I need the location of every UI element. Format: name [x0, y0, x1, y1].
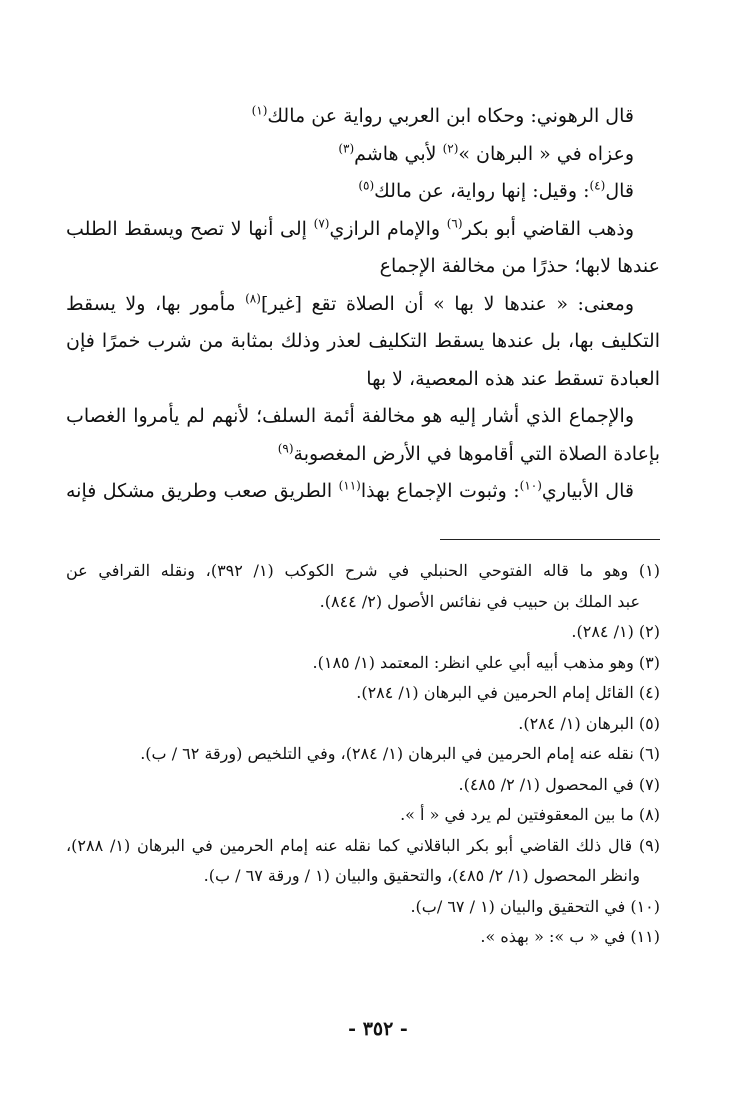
text-segment: وذهب القاضي أبو بكر: [462, 217, 635, 240]
footnote-ref: (١٠): [519, 478, 542, 493]
text-segment: : وثبوت الإجماع بهذا: [360, 480, 520, 502]
footnote-ref: (٧): [313, 216, 330, 231]
footnote-line: (٣) وهو مذهب أبيه أبي علي انظر: المعتمد (١/ ١٨٥).: [312, 652, 660, 672]
footnote-line: (١) وهو ما قاله الفتوحي الحنبلي في شرح الكوكب (١/ ٣٩٢)، ونقله القرافي عن: [66, 561, 660, 580]
footnote-line: (١٠) في التحقيق والبيان (١ / ٦٧ /ب).: [410, 896, 660, 916]
text-line: [66, 436, 660, 474]
footnote-ref: (١١): [338, 478, 361, 493]
footnote-line: (٥) البرهان (١/ ٢٨٤).: [518, 713, 660, 733]
text-segment: والإجماع الذي أشار إليه هو مخالفة أئمة السلف؛ لأنهم لم يأمروا الغصاب: [66, 405, 634, 427]
text-segment: التكليف بها، بل عندها يسقط التكليف لعذر وذلك بمثابة من شرب خمرًا فإن: [66, 330, 660, 352]
text-segment: بإعادة الصلاة التي أقاموها في الأرض المغصوبة: [293, 442, 660, 465]
text-segment: العبادة تسقط عند هذه المعصية، لا بها: [366, 367, 660, 390]
text-line: [66, 211, 660, 249]
text-segment: : وقيل: إنها رواية، عن مالك: [374, 180, 590, 202]
footnote-line: (٨) ما بين المعقوفتين لم يرد في « أ ».: [400, 805, 660, 824]
footnotes: [66, 556, 660, 953]
text-line: [66, 286, 660, 324]
footnote-ref: (٨): [245, 291, 261, 306]
footnote-line: (٦) نقله عنه إمام الحرمين في البرهان (١/ ٢٨٤)، وفي التلخيص (ورقة ٦٢ / ب).: [140, 744, 660, 763]
text-segment: الطريق صعب وطريق مشكل فإنه: [66, 480, 339, 502]
text-segment: لأبي هاشم: [354, 142, 443, 165]
main-text: [66, 98, 660, 511]
text-line: [66, 323, 660, 361]
footnote-line: وانظر المحصول (١/ ٢/ ٤٨٥)، والتحقيق والبيان (١ / ورقة ٦٧ / ب).: [203, 866, 640, 885]
footnote-separator: [440, 539, 660, 540]
text-line: [66, 361, 660, 399]
footnote-ref: (٣): [338, 141, 355, 156]
footnote-ref: (٥): [358, 178, 375, 193]
footnote-ref: (٤): [589, 178, 606, 193]
footnote-line: (٤) القائل إمام الحرمين في البرهان (١/ ٢٨٤).: [356, 683, 660, 702]
text-segment: قال الأبياري: [541, 480, 634, 502]
text-segment: قال الرهوني: وحكاه ابن العربي رواية عن مالك: [267, 105, 634, 127]
text-segment: قال: [605, 180, 634, 202]
text-line: [66, 136, 660, 174]
text-segment: عندها لابها؛ حذرًا من مخالفة الإجماع: [379, 255, 660, 277]
footnote-ref: (٩): [277, 441, 294, 456]
text-segment: ومعنى: « عندها لا بها » أن الصلاة تقع [غير]: [260, 292, 634, 315]
text-line: [66, 98, 660, 136]
text-line: [66, 173, 660, 211]
footnote-line: عبد الملك بن حبيب في نفائس الأصول (٢/ ٨٤٤).: [319, 591, 640, 611]
text-segment: مأمور بها، ولا يسقط: [66, 292, 246, 315]
text-line: [66, 473, 660, 511]
footnote-ref: (١): [251, 103, 268, 118]
text-line: [66, 398, 660, 436]
footnote-line: (٧) في المحصول (١/ ٢/ ٤٨٥).: [458, 774, 660, 794]
footnote-line: (١١) في « ب »: « بهذه ».: [480, 927, 660, 946]
footnote-line: (٩) قال ذلك القاضي أبو بكر الباقلاني كما نقله عنه إمام الحرمين في البرهان (١/ ٢٨٨)،: [66, 835, 660, 855]
text-segment: والإمام الرازي: [329, 217, 447, 240]
footnote-line: (٢) (١/ ٢٨٤).: [571, 622, 660, 641]
text-segment: وعزاه في « البرهان »: [458, 142, 634, 165]
text-segment: إلى أنها لا تصح ويسقط الطلب: [66, 217, 314, 240]
text-line: [66, 248, 660, 286]
footnote-ref: (٦): [446, 216, 463, 231]
footnote-ref: (٢): [442, 141, 459, 156]
page-number: - ٣٥٢ -: [348, 1018, 408, 1040]
